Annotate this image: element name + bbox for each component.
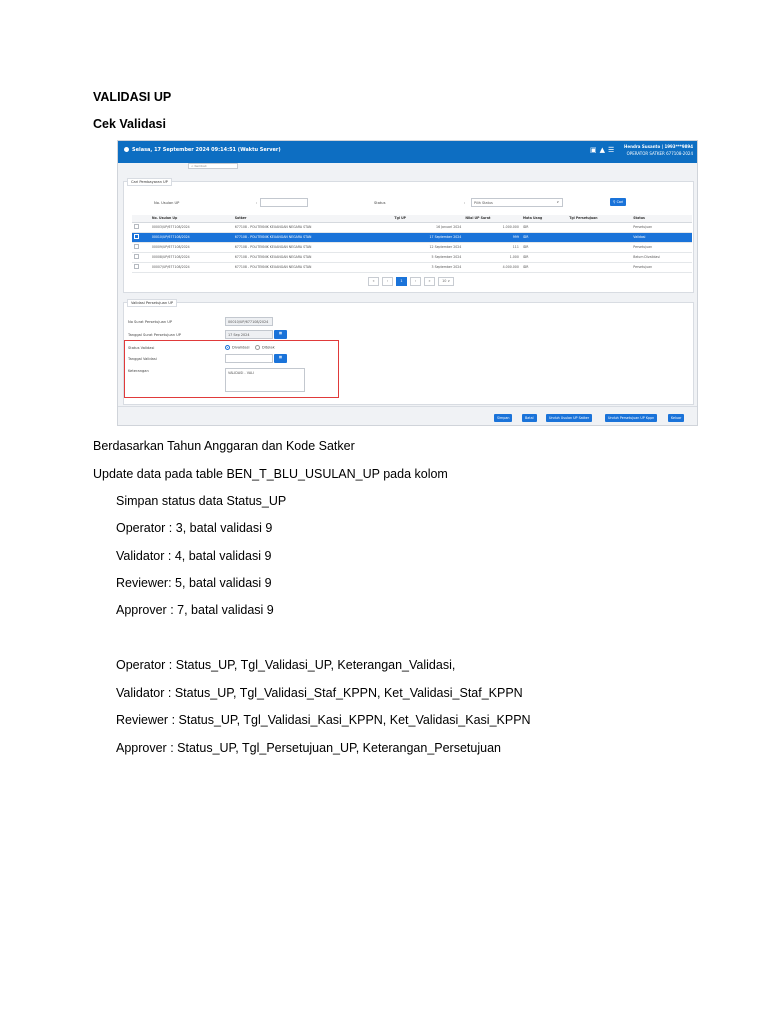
row-checkbox[interactable] <box>132 242 150 252</box>
search-button-label: Cari <box>616 200 624 204</box>
user-info[interactable] <box>624 143 693 157</box>
no-usulan-label: No. Usulan UP <box>154 201 180 205</box>
keterangan-label: Keterangan <box>128 369 149 373</box>
table-cell: IDR <box>521 262 567 272</box>
table-cell <box>567 222 631 232</box>
table-cell: 4.000.000 <box>463 262 521 272</box>
table-row[interactable] <box>132 242 692 252</box>
table-cell: 111 <box>463 242 521 252</box>
user-name: Hendra Susanto | 1993***9894 <box>624 144 693 149</box>
radio-unchecked-icon <box>255 345 260 350</box>
row-checkbox[interactable] <box>132 262 150 272</box>
table-cell: 5 September 2024 <box>392 252 463 262</box>
table-row[interactable] <box>132 232 692 242</box>
next-page-button[interactable]: › <box>410 277 421 286</box>
table-cell: 1.000 <box>463 252 521 262</box>
table-cell: 677108 - POLITEKNIK KEUANGAN NEGARA STAN <box>233 232 393 242</box>
tgl-surat-label: Tanggal Surat Persetujuan UP <box>128 333 181 337</box>
no-usulan-input[interactable] <box>260 198 308 207</box>
table-cell: 999 <box>463 232 521 242</box>
table-column-header: Nilai UP Surat <box>463 215 521 222</box>
row-checkbox[interactable] <box>132 232 150 242</box>
page-size-select[interactable]: 10 ∨ <box>438 277 454 286</box>
status-label: Status <box>374 201 386 205</box>
table-cell: 3 September 2024 <box>392 262 463 272</box>
search-button[interactable] <box>610 198 626 206</box>
table-column-header <box>132 215 150 222</box>
table-cell: 00008/UP/677108/2024 <box>150 252 233 262</box>
table-cell: IDR <box>521 242 567 252</box>
table-cell: 677108 - POLITEKNIK KEUANGAN NEGARA STAN <box>233 242 393 252</box>
status-line: Operator : 3, batal validasi 9 <box>116 521 273 535</box>
table-cell: Validasi <box>631 232 692 242</box>
status-line: Approver : 7, batal validasi 9 <box>116 603 274 617</box>
table-cell: 677108 - POLITEKNIK KEUANGAN NEGARA STAN <box>233 222 393 232</box>
prev-page-button[interactable]: ‹ <box>382 277 393 286</box>
table-cell: 00009/UP/677108/2024 <box>150 242 233 252</box>
user-role: OPERATOR SATKER 677108-2024 <box>626 151 693 156</box>
table-column-header: Status <box>631 215 692 222</box>
table-cell: 1.000.000 <box>463 222 521 232</box>
usulan-table <box>132 215 692 273</box>
save-button[interactable]: Simpan <box>494 414 512 422</box>
page-1-button[interactable]: 1 <box>396 277 407 286</box>
table-cell: 12 September 2024 <box>392 242 463 252</box>
no-surat-field: 00010/UP/677108/2024 <box>225 317 273 326</box>
no-surat-label: No Surat Persetujuan UP <box>128 320 173 324</box>
back-button[interactable]: < Kembali <box>188 163 238 169</box>
keterangan-textarea[interactable]: VALIDASI - VALI <box>225 368 305 392</box>
table-cell: 17 September 2024 <box>392 232 463 242</box>
table-cell: 677108 - POLITEKNIK KEUANGAN NEGARA STAN <box>233 252 393 262</box>
row-checkbox[interactable] <box>132 252 150 262</box>
cancel-button[interactable]: Batal <box>522 414 537 422</box>
row-checkbox[interactable] <box>132 222 150 232</box>
validation-panel <box>123 302 694 405</box>
header-icons[interactable]: ▣▲☰ <box>590 146 618 154</box>
table-cell: 677108 - POLITEKNIK KEUANGAN NEGARA STAN <box>233 262 393 272</box>
search-panel: Cari Pembayaran UP No. Usulan UP : Status : Pilih Status ∨ ⚲ Cari No. Usulan Up Satker Tgl UP Nilai UP Surat Mata Uang Tgl Persetujuan Status 00003/UP/677108/2024 677108 - POLITEKNIK KEUANGAN NEGARA STAN 16 Januari 2024 1.000.000 IDR Persetujuan 00010/UP/677108/2024 677108 - POLITEKNIK KEUANGAN NEGARA STAN 17 September 2024 999 IDR Validasi 00009/UP/677108/2024 677108 - POLITEKNIK KEUANGAN NEGARA STAN 12 September 2024 111 IDR Persetujuan 00008/UP/677108/2024 677108 - POLITEKNIK KEUANGAN NEGARA STAN 5 September 2024 1.000 IDR Belum Divalidasi 00007/UP/677108/2024 677108 - POLITEKNIK KEUANGAN NEGARA STAN 3 September 2024 4.000.000 IDR Persetujuan « ‹ 1 › » 10 ∨ <box>123 181 694 293</box>
column-line: Reviewer : Status_UP, Tgl_Validasi_Kasi_KPPN, Ket_Validasi_Kasi_KPPN <box>116 713 531 727</box>
action-bar <box>118 406 697 426</box>
section-heading: Cek Validasi <box>93 117 166 131</box>
table-cell: Persetujuan <box>631 242 692 252</box>
tgl-validasi-input[interactable] <box>225 354 273 363</box>
table-column-header: Tgl UP <box>392 215 463 222</box>
table-cell: IDR <box>521 232 567 242</box>
checkbox-icon <box>134 254 139 259</box>
table-cell: Persetujuan <box>631 262 692 272</box>
table-cell: IDR <box>521 222 567 232</box>
calendar-icon[interactable]: ▦ <box>274 354 287 363</box>
status-select-value: Pilih Status <box>474 201 493 205</box>
first-page-button[interactable]: « <box>368 277 379 286</box>
radio-divalidasi-label: Divalidasi <box>232 345 250 350</box>
tgl-validasi-label: Tanggal Validasi <box>128 357 157 361</box>
checkbox-icon <box>134 244 139 249</box>
search-icon: ⚲ <box>613 200 617 204</box>
calendar-icon[interactable]: ▦ <box>274 330 287 339</box>
table-cell: Persetujuan <box>631 222 692 232</box>
table-cell <box>567 242 631 252</box>
table-column-header: Tgl Persetujuan <box>567 215 631 222</box>
server-datetime: Selasa, 17 September 2024 09:14:51 (Waktu Server) <box>132 147 281 153</box>
validation-panel-title: Validasi Persetujuan UP <box>127 299 177 307</box>
last-page-button[interactable]: » <box>424 277 435 286</box>
radio-ditolak-label: Ditolak <box>262 345 275 350</box>
pagination <box>368 277 454 286</box>
table-cell <box>567 262 631 272</box>
table-cell: 00010/UP/677108/2024 <box>150 232 233 242</box>
table-row[interactable] <box>132 262 692 272</box>
body-line-1: Berdasarkan Tahun Anggaran dan Kode Satker <box>93 439 355 453</box>
status-select[interactable] <box>471 198 563 207</box>
tgl-surat-field: 17 Sep 2024 <box>225 330 273 339</box>
table-column-header: No. Usulan Up <box>150 215 233 222</box>
table-cell: 00003/UP/677108/2024 <box>150 222 233 232</box>
body-line-2: Update data pada table BEN_T_BLU_USULAN_UP pada kolom <box>93 467 448 481</box>
table-row[interactable] <box>132 252 692 262</box>
column-line: Approver : Status_UP, Tgl_Persetujuan_UP, Keterangan_Persetujuan <box>116 741 501 755</box>
table-cell: Belum Divalidasi <box>631 252 692 262</box>
radio-ditolak[interactable] <box>255 345 275 350</box>
table-row[interactable] <box>132 222 692 232</box>
checkbox-checked-icon <box>134 234 139 239</box>
checkbox-icon <box>134 264 139 269</box>
status-validasi-label: Status Validasi <box>128 346 155 350</box>
table-cell: 00007/UP/677108/2024 <box>150 262 233 272</box>
table-header-row <box>132 215 692 222</box>
column-line: Validator : Status_UP, Tgl_Validasi_Staf_KPPN, Ket_Validasi_Staf_KPPN <box>116 686 523 700</box>
radio-checked-icon <box>225 345 230 350</box>
search-panel-title: Cari Pembayaran UP <box>127 178 172 186</box>
table-cell: IDR <box>521 252 567 262</box>
clock-icon <box>124 147 129 152</box>
app-header <box>118 141 697 163</box>
column-line: Operator : Status_UP, Tgl_Validasi_UP, Keterangan_Validasi, <box>116 658 456 672</box>
status-line: Validator : 4, batal validasi 9 <box>116 549 272 563</box>
download-usulan-button[interactable]: Unduh Usulan UP Satker <box>546 414 592 422</box>
status-line: Simpan status data Status_UP <box>116 494 287 508</box>
exit-button[interactable]: Keluar <box>668 414 684 422</box>
chevron-down-icon: ∨ <box>556 200 559 204</box>
page-heading: VALIDASI UP <box>93 90 172 104</box>
download-persetujuan-button[interactable]: Unduh Persetujuan UP Kppn <box>605 414 657 422</box>
status-line: Reviewer: 5, batal validasi 9 <box>116 576 272 590</box>
table-cell <box>567 232 631 242</box>
app-screenshot <box>117 140 698 426</box>
table-column-header: Mata Uang <box>521 215 567 222</box>
checkbox-icon <box>134 224 139 229</box>
radio-divalidasi[interactable] <box>225 345 249 350</box>
table-column-header: Satker <box>233 215 393 222</box>
table-cell <box>567 252 631 262</box>
table-cell: 16 Januari 2024 <box>392 222 463 232</box>
